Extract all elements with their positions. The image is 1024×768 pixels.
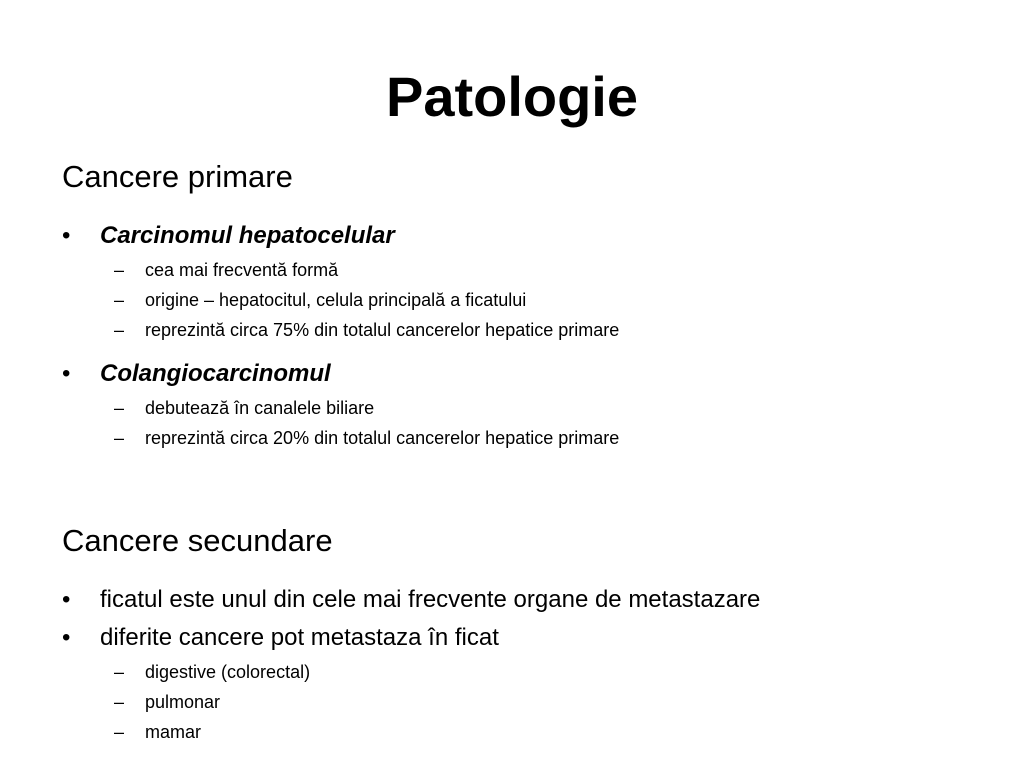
bullet-marker: • [62,222,71,249]
sub-item-text: mamar [145,722,202,742]
sub-list [100,393,619,463]
sub-item-text: cea mai frecventă formă [145,260,339,280]
section-heading-primary: Cancere primare [62,159,293,194]
bullet-label: Colangiocarcinomul [100,360,331,387]
secondary-bullet-list [62,581,760,757]
dash-marker: – [114,692,125,712]
sub-item [100,687,760,717]
dash-marker: – [114,398,125,418]
bullet-colangiocarcinom [62,355,619,463]
bullet-label: Carcinomul hepatocelular [100,222,395,249]
slide-title: Patologie [385,65,639,128]
dash-marker: – [114,290,125,310]
dash-marker: – [114,428,125,448]
bullet-marker: • [62,586,71,613]
sub-item-text: digestive (colorectal) [145,662,311,682]
sub-item-text: pulmonar [145,692,221,712]
sub-list [100,657,760,757]
sub-item [100,285,619,315]
sub-item [100,393,619,423]
sub-item-text: origine – hepatocitul, celula principală a ficatului [145,290,527,310]
bullet-metastazare [62,581,760,619]
sub-item-text: debutează în canalele biliare [145,398,375,418]
dash-marker: – [114,662,125,682]
bullet-carcinom-hepatocelular [62,217,619,355]
dash-marker: – [114,722,125,742]
dash-marker: – [114,320,125,340]
bullet-diferite-cancere [62,619,760,757]
sub-item [100,717,760,747]
sub-item [100,315,619,345]
bullet-marker: • [62,624,71,651]
sub-item [100,657,760,687]
section-heading-secondary: Cancere secundare [62,523,333,558]
bullet-label: diferite cancere pot metastaza în ficat [100,624,499,651]
sub-item-text: reprezintă circa 75% din totalul cancerelor hepatice primare [145,320,620,340]
sub-item-text: reprezintă circa 20% din totalul cancerelor hepatice primare [145,428,620,448]
dash-marker: – [114,260,125,280]
sub-item [100,255,619,285]
sub-list [100,255,619,355]
bullet-label: ficatul este unul din cele mai frecvente organe de metastazare [100,586,761,613]
bullet-marker: • [62,360,71,387]
sub-item [100,423,619,453]
primary-bullet-list [62,217,619,463]
